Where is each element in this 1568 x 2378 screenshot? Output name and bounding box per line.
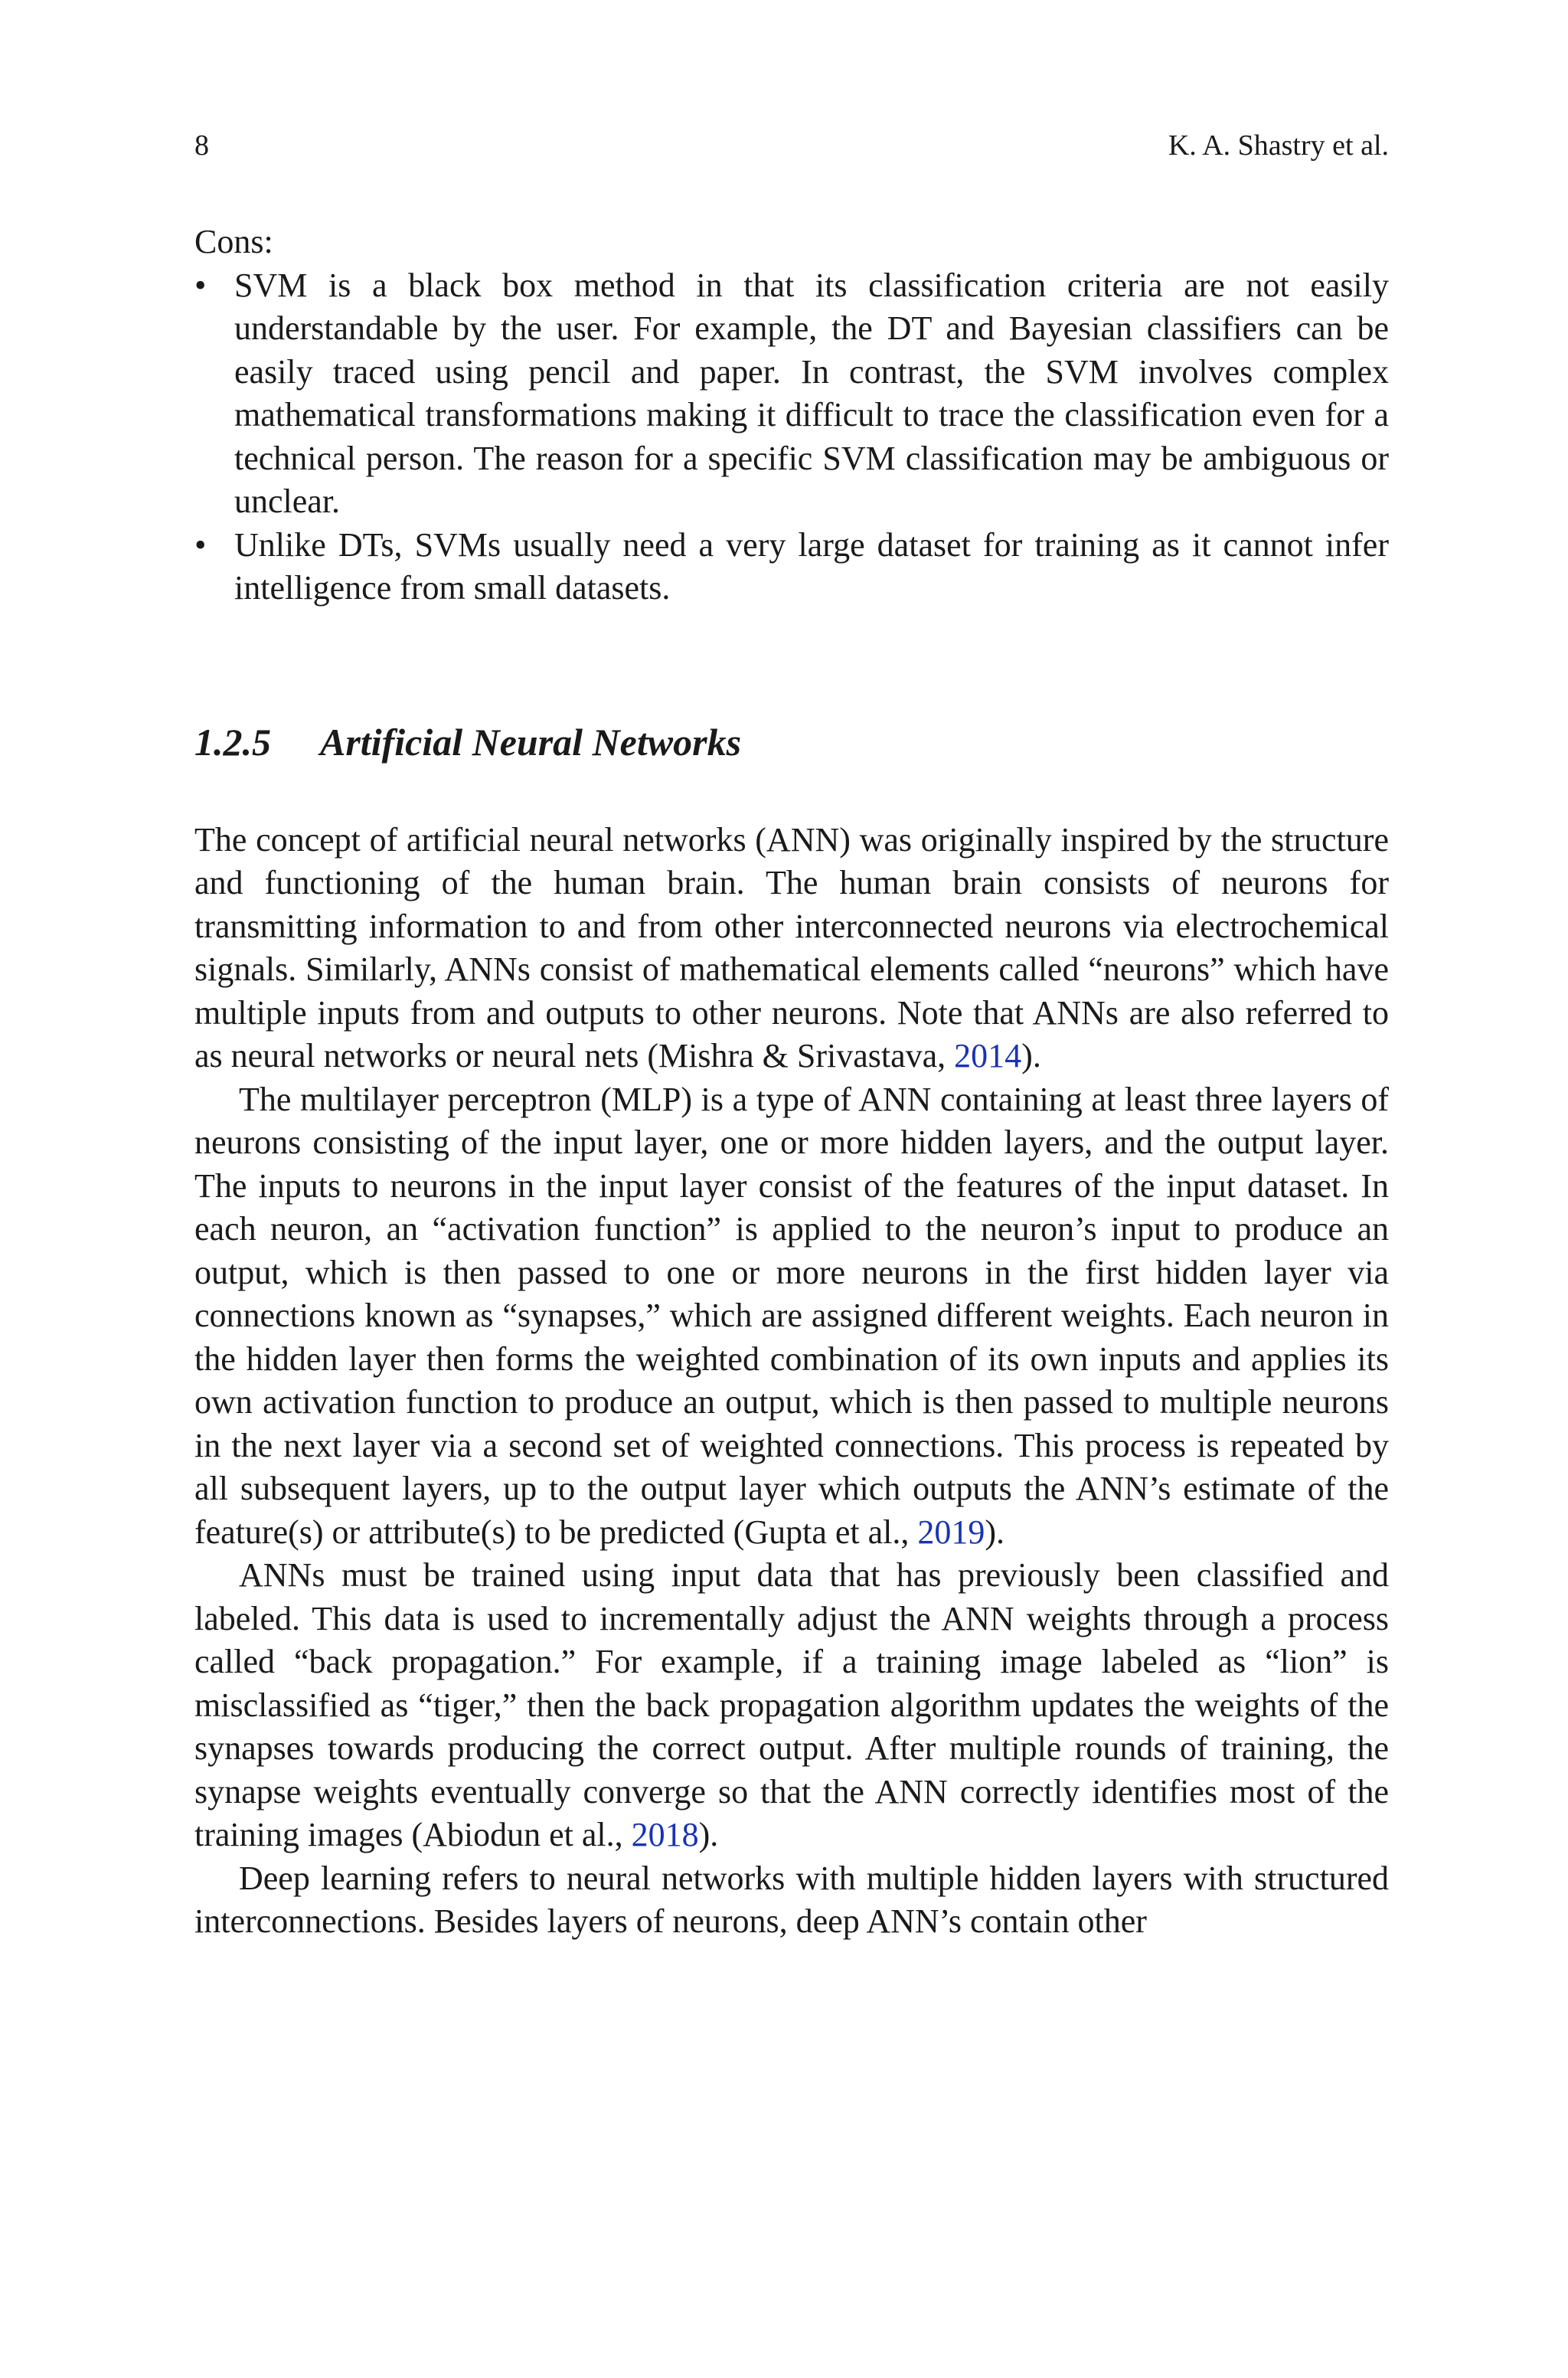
section-heading <box>194 719 1389 765</box>
citation-link[interactable]: 2019 <box>917 1513 985 1551</box>
section-title: Artificial Neural Networks <box>320 720 742 764</box>
paragraph-text: Deep learning refers to neural networks with multiple hidden layers with structured interconnections. Besides layers of neurons, deep ANN’s contain other <box>194 1859 1389 1940</box>
paragraph-tail: ). <box>698 1816 719 1853</box>
section-number: 1.2.5 <box>194 720 271 764</box>
cons-item-text: Unlike DTs, SVMs usually need a very large dataset for training as it cannot infer intelligence from small datasets. <box>234 525 1389 607</box>
paragraph <box>194 1857 1389 1944</box>
paragraph-tail: ). <box>985 1513 1005 1551</box>
running-head <box>194 123 1389 168</box>
paragraph-tail: ). <box>1021 1037 1041 1075</box>
page-number: 8 <box>194 129 209 162</box>
list-item <box>194 264 1389 524</box>
paragraph-text: The multilayer perceptron (MLP) is a type of ANN containing at least three layers of neurons consisting of the input layer, one or more hidden layers, and the output layer. The inputs to neurons in the input layer consist of the features of the input dataset. In each neuron, an “activation function” is applied to the neuron’s input to produce an output, which is then passed to one or more neurons in the first hidden layer via connections known as “synapses,” which are assigned different weights. Each neuron in the hidden layer then forms the weighted combination of its own inputs and applies its own activation function to produce an output, which is then passed to multiple neurons in the next layer via a second set of weighted connections. This process is repeated by all subsequent layers, up to the output layer which outputs the ANN’s estimate of the feature(s) or attribute(s) to be predicted (Gupta et al., <box>194 1080 1389 1551</box>
citation-link[interactable]: 2014 <box>954 1037 1022 1075</box>
bullet-icon: • <box>194 266 207 304</box>
paragraph-text: The concept of artificial neural networks (ANN) was originally inspired by the structure and functioning of the human brain. The human brain consists of neurons for transmitting information to and from other interconnected neurons via electrochemical signals. Similarly, ANNs consist of mathematical elements called “neurons” which have multiple inputs from and outputs to other neurons. Note that ANNs are also referred to as neural networks or neural nets (Mishra & Srivastava, <box>194 820 1389 1075</box>
bullet-icon: • <box>194 525 207 564</box>
paragraph <box>194 819 1389 1078</box>
section-body <box>194 819 1389 1944</box>
paragraph <box>194 1554 1389 1857</box>
citation-link[interactable]: 2018 <box>631 1816 699 1853</box>
list-item <box>194 524 1389 610</box>
paragraph <box>194 1078 1389 1555</box>
cons-label: Cons: <box>194 223 273 260</box>
book-page <box>194 123 1389 1944</box>
cons-list <box>194 264 1389 610</box>
paragraph-text: ANNs must be trained using input data that has previously been classified and labeled. This data is used to incrementally adjust the ANN weights through a process called “back propagation.” For example, if a training image labeled as “lion” is misclassified as “tiger,” then the back propagation algorithm updates the weights of the synapses towards producing the correct output. After multiple rounds of training, the synapse weights eventually converge so that the ANN correctly identifies most of the training images (Abiodun et al., <box>194 1556 1389 1853</box>
cons-item-text: SVM is a black box method in that its classification criteria are not easily understandable by the user. For example, the DT and Bayesian classifiers can be easily traced using pencil and paper. In contrast, the SVM involves complex mathematical transformations making it difficult to trace the classification even for a technical person. The reason for a specific SVM classification may be ambiguous or unclear. <box>234 266 1389 520</box>
running-head-authors: K. A. Shastry et al. <box>1168 129 1389 162</box>
